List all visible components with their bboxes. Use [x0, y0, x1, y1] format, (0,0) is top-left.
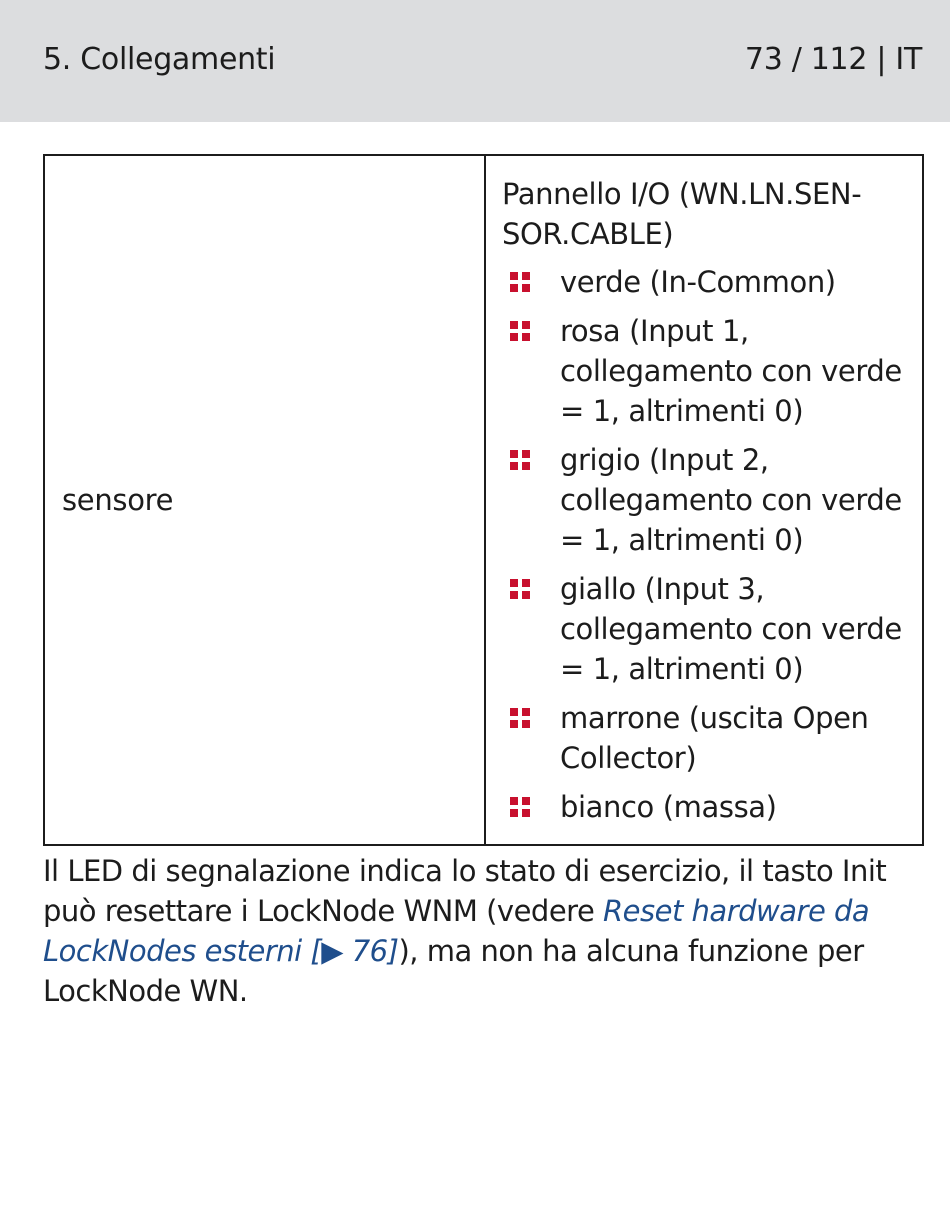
sensor-label: sensore — [62, 483, 174, 517]
list-item — [502, 311, 912, 431]
bullet-icon — [510, 450, 530, 470]
panel-title: Pannello I/O (WN.LN.SEN-SOR.CABLE) — [502, 177, 862, 251]
list-item — [502, 787, 912, 827]
section-title: 5. Collegamenti — [43, 42, 276, 77]
list-item-text: grigio (Input 2, collegamento con verde = 1, altrimenti 0) — [560, 443, 902, 557]
reset-hardware-link[interactable]: Reset hardware da LockNodes esterni [▶ 76] — [43, 894, 870, 968]
page-number: 73 / 112 | IT — [744, 42, 922, 77]
list-item — [502, 698, 912, 778]
list-item-text: rosa (Input 1, collegamento con verde = 1, altrimenti 0) — [560, 314, 902, 428]
table-cell-details — [486, 156, 922, 844]
bullet-icon — [510, 797, 530, 817]
list-item — [502, 569, 912, 689]
bullet-icon — [510, 272, 530, 292]
list-item — [502, 440, 912, 560]
list-item — [502, 262, 912, 302]
bullet-icon — [510, 321, 530, 341]
connection-table — [43, 154, 924, 846]
wire-color-list — [502, 262, 912, 827]
list-item-text: bianco (massa) — [560, 790, 777, 824]
page-header — [0, 0, 950, 122]
list-item-text: marrone (uscita Open Collector) — [560, 701, 869, 775]
paragraph-text-end: ), ma non ha alcuna funzione per LockNode WN. — [43, 934, 864, 1008]
bullet-icon — [510, 708, 530, 728]
list-item-text: verde (In-Common) — [560, 265, 836, 299]
body-paragraph — [43, 851, 923, 1011]
table-cell-label — [45, 156, 486, 844]
paragraph-text-start: Il LED di segnalazione indica lo stato di esercizio, il tasto Init può resettare i LockNode WNM (vedere — [43, 854, 887, 928]
list-item-text: giallo (Input 3, collegamento con verde = 1, altrimenti 0) — [560, 572, 902, 686]
bullet-icon — [510, 579, 530, 599]
